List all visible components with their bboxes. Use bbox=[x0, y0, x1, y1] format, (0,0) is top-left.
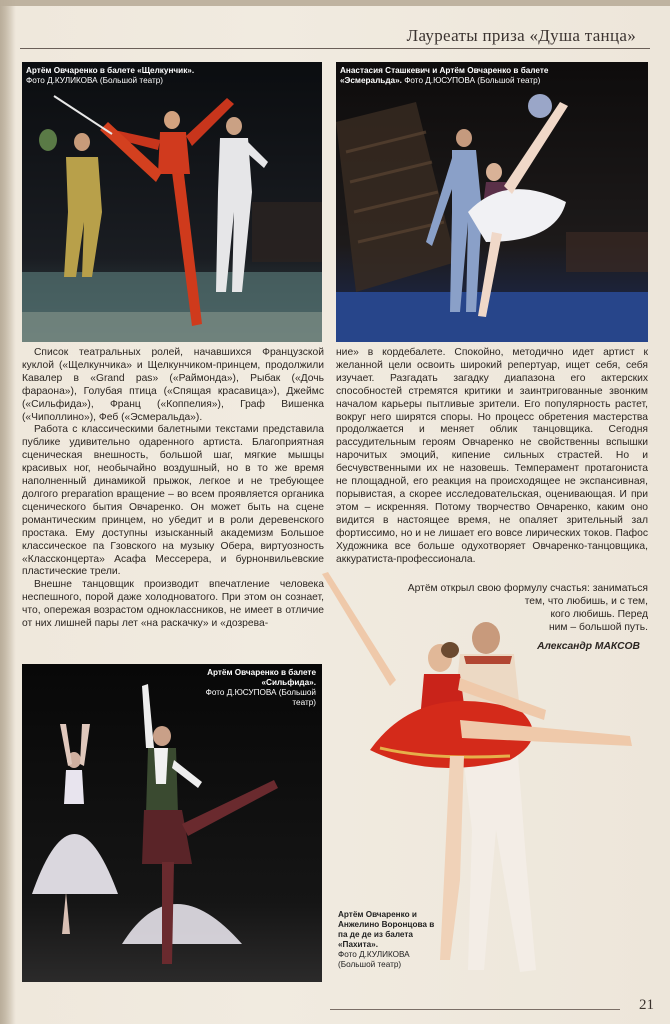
right-paragraph-1: ние» в кордебалете. Спокойно, методично идет артист к желанной цели освоить широкий репертуар, ищет себя, себя изучает. Разгадать загадку диапазона его актерских способностей стремятся критики и заинтригованные звонким началом карьеры пытливые зрители. Его популярность растет, вокруг него ширятся споры. Но процесс обретения мастерства продолжается и меняет облик танцовщика. Сегодня рассудительным героям Овчаренко не свойственны вспышки нарочитых эмоций, кипение сильных страстей. Но и бесчувственными их не назовешь. Темперамент протагониста не площадной, его реакция на происходящее не экспансивная, порывистая, а скорее исследовательская, оценивающая. И при этом – искренняя. Потому творчество Овчаренко, каким оно видится в настоящее время, не опаляет зрительный зал фортиссимо, но и не лишает его вовсе лирических токов. Пафос Художника все больше одухотворяет Овчаренко-танцовщика, аккуратиста-профессионала. bbox=[336, 347, 648, 565]
spine-shadow bbox=[0, 0, 16, 1024]
caption-sylphide-credit: Фото Д.ЮСУПОВА (Большой театр) bbox=[205, 688, 316, 707]
photo-nutcracker-image bbox=[22, 62, 322, 342]
page-number: 21 bbox=[639, 997, 654, 1013]
photo-sylphide-image bbox=[22, 664, 322, 982]
closing-line-3: кого любишь. Перед bbox=[550, 608, 648, 620]
footer-rule bbox=[330, 1009, 620, 1010]
left-paragraph-1: Список театральных ролей, начавшихся Французской куклой («Щелкунчика» и Щелкунчиком-принцем, продолжили Кавалер в «Grand pas» («Раймонда»), Рыбак («Дочь фараона»), Голубая птица («Спящая красавица»), Джеймс («Сильфида»), Франц («Коппелия»), Граф Вишенка («Чиполлино»), Феб («Эсмеральда»). bbox=[22, 347, 324, 423]
caption-nutcracker-credit: Фото Д.КУЛИКОВА (Большой театр) bbox=[26, 76, 164, 85]
caption-sylphide-title: Артём Овчаренко в балете «Сильфида». bbox=[207, 668, 316, 687]
closing-line-2: тем, что любишь, и с тем, bbox=[524, 595, 648, 607]
article-right-column bbox=[336, 347, 648, 566]
author-signature: Александр МАКСОВ bbox=[537, 641, 640, 652]
article-left-column bbox=[22, 347, 324, 631]
caption-esmeralda-credit: Фото Д.ЮСУПОВА (Большой театр) bbox=[404, 76, 541, 85]
photo-esmeralda-image bbox=[336, 62, 648, 342]
section-title: Лауреаты приза «Душа танца» bbox=[406, 26, 636, 45]
photo-sylphide bbox=[22, 664, 322, 982]
caption-nutcracker bbox=[26, 66, 226, 86]
closing-line-4: ним – большой путь. bbox=[548, 621, 648, 633]
left-paragraph-3: Внешне танцовщик производит впечатление человека неспешного, порой даже холодноватого. При этом он сознает, что, опережая возрастом одноклассников, не имеет в отличие от них лишней пары лет «на раскачку» и «дозрева- bbox=[22, 579, 324, 630]
caption-sylphide bbox=[196, 668, 316, 708]
header-rule bbox=[20, 48, 650, 49]
photo-nutcracker bbox=[22, 62, 322, 342]
left-paragraph-2: Работа с классическими балетными текстами представила публике удивительно одаренного артиста. Благоприятная сценическая внешность, большой шаг, мягкие мышцы красивых ног, необычайно воздушный, но в то же время наполненный динамикой прыжок, легкое и не требующее долгого preparation вращение – во всем проявляется органика сценического бытия Овчаренко. Он может быть на сцене романтическим принцем, но убедит и в роли деревенского простака. Ему доступны изысканный академизм Большое классическое па Гзовского на музыку Обера, виртуозность «Классконцерта» Асафа Мессерера, и бурнонвильевские пластические трели. bbox=[22, 424, 324, 578]
closing-block bbox=[336, 583, 648, 635]
photo-esmeralda bbox=[336, 62, 648, 342]
caption-paquita bbox=[338, 910, 438, 970]
caption-paquita-credit: Фото Д.КУЛИКОВА (Большой театр) bbox=[338, 950, 410, 969]
caption-esmeralda bbox=[340, 66, 580, 86]
top-edge bbox=[0, 0, 670, 6]
caption-nutcracker-title: Артём Овчаренко в балете «Щелкунчик». bbox=[26, 66, 195, 75]
closing-line-1: Артём открыл свою формулу счастья: заниматься bbox=[407, 583, 648, 594]
caption-esmeralda-title: Анастасия Сташкевич и Артём Овчаренко в балете «Эсмеральда». bbox=[340, 66, 549, 85]
caption-paquita-title: Артём Овчаренко и Анжелино Воронцова в па де де из балета «Пахита». bbox=[338, 910, 435, 949]
